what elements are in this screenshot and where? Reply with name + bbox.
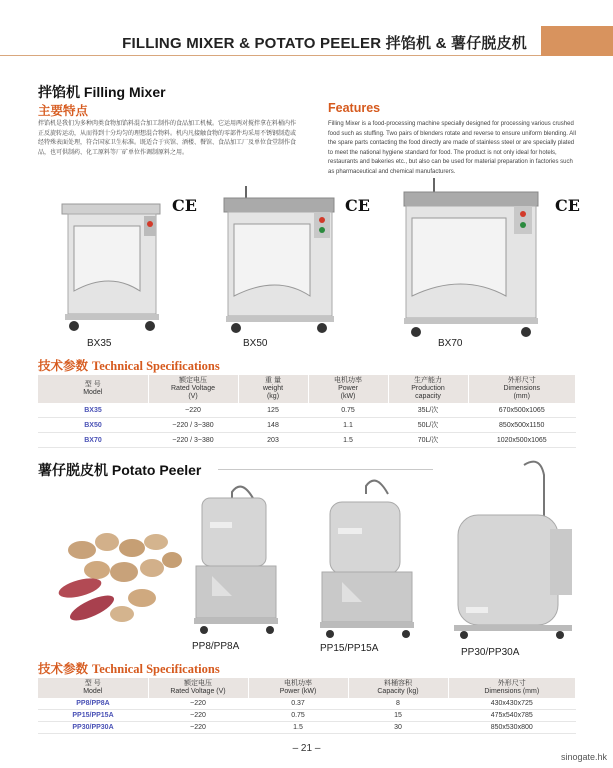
table-header-cell: 电机功率 Power (kW) <box>308 375 388 403</box>
table-cell: 850x500x1150 <box>468 418 576 433</box>
table-cell: 30 <box>348 722 448 734</box>
pp15-model-label: PP15/PP15A <box>320 643 379 654</box>
pp30-model-label: PP30/PP30A <box>461 647 520 658</box>
table-cell: 148 <box>238 418 308 433</box>
table-row <box>38 418 576 433</box>
table-cell: 670x500x1065 <box>468 403 576 418</box>
peeler-spec-header-row <box>38 678 576 698</box>
table-row <box>38 698 576 710</box>
features-cn-text: 拌馅机是我们为多种肉类食物加馅料混合加工制作的食品加工机械。它运用两对搅拌拿在料桶内作正反旋转运动，从而得到十分均匀的理想混合物料。机内凡接触食物的零部件均采用不锈钢制造或经特殊表面处理，符合国家卫生标准。既适合于宾馆、酒楼、餐馆、食品加工厂及单位食堂制作食品，也可供制药、化工原料等厂矿单位作调制原料之用。 <box>38 121 297 156</box>
table-cell: 475x540x785 <box>448 710 576 722</box>
pp8-model-label: PP8/PP8A <box>192 641 240 652</box>
table-cell: ~220 <box>148 698 248 710</box>
table-header-cell: 额定电压 Rated Voltage (V) <box>148 375 238 403</box>
peeler-spec-title-en: Technical Specifications <box>92 662 220 676</box>
bx50-machine-image <box>222 186 337 336</box>
mixer-spec-title-en: Technical Specifications <box>92 359 220 373</box>
table-row <box>38 722 576 734</box>
table-cell: BX50 <box>38 418 148 433</box>
pp15-machine-image <box>318 472 418 640</box>
table-cell: 0.75 <box>308 403 388 418</box>
watermark: sinogate.hk <box>560 752 607 762</box>
bx70-model-label: BX70 <box>438 338 463 349</box>
ce-mark-bx50: CE <box>345 196 370 215</box>
potatoes-image <box>52 520 192 630</box>
table-cell: 0.75 <box>248 710 348 722</box>
bx50-model-label: BX50 <box>243 338 268 349</box>
table-header-cell: 电机功率 Power (kW) <box>248 678 348 698</box>
table-cell: ~220 / 3~380 <box>148 418 238 433</box>
pp8-machine-image <box>192 478 282 638</box>
ce-mark-bx70: CE <box>555 196 580 215</box>
table-header-cell: 重 量 weight (kg) <box>238 375 308 403</box>
page-number: – 21 – <box>292 743 321 754</box>
table-cell: 35L/次 <box>388 403 468 418</box>
table-cell: 1.5 <box>308 433 388 448</box>
mixer-spec-table <box>38 375 576 448</box>
table-cell: 203 <box>238 433 308 448</box>
table-header-cell: 料桶容积 Capacity (kg) <box>348 678 448 698</box>
table-cell: BX35 <box>38 403 148 418</box>
table-row <box>38 710 576 722</box>
filling-mixer-title: 拌馅机 Filling Mixer <box>38 84 166 100</box>
table-cell: 125 <box>238 403 308 418</box>
features-cn-title: 主要特点 <box>38 104 89 118</box>
table-header-cell: 型 号 Model <box>38 375 148 403</box>
table-cell: PP30/PP30A <box>38 722 148 734</box>
table-cell: 1020x500x1065 <box>468 433 576 448</box>
mixer-spec-header-row <box>38 375 576 403</box>
pp30-machine-image <box>452 455 582 641</box>
page-header <box>0 26 613 56</box>
table-cell: ~220 <box>148 722 248 734</box>
table-header-cell: 外形尺寸 Dimensions (mm) <box>448 678 576 698</box>
table-cell: 1.5 <box>248 722 348 734</box>
table-cell: 50L/次 <box>388 418 468 433</box>
peeler-spec-title-cn: 技术参数 <box>38 662 89 676</box>
ce-mark-bx35: CE <box>172 196 197 215</box>
table-header-cell: 生产能力 Production capacity <box>388 375 468 403</box>
table-row <box>38 433 576 448</box>
table-cell: ~220 <box>148 403 238 418</box>
page-title: FILLING MIXER & POTATO PEELER 拌馅机 & 薯仔脱皮机 <box>122 35 527 52</box>
bx35-model-label: BX35 <box>87 338 112 349</box>
potato-peeler-title: 薯仔脱皮机 Potato Peeler <box>38 462 202 478</box>
bx35-machine-image <box>60 186 165 336</box>
table-cell: 1.1 <box>308 418 388 433</box>
bx70-machine-image <box>402 178 542 340</box>
table-row <box>38 403 576 418</box>
features-en-title: Features <box>328 101 381 115</box>
table-header-cell: 外形尺寸 Dimensions (mm) <box>468 375 576 403</box>
table-cell: ~220 / 3~380 <box>148 433 238 448</box>
table-cell: 0.37 <box>248 698 348 710</box>
table-cell: BX70 <box>38 433 148 448</box>
table-cell: 850x530x800 <box>448 722 576 734</box>
peeler-spec-table <box>38 678 576 734</box>
section-divider <box>218 469 433 470</box>
table-header-cell: 额定电压 Rated Voltage (V) <box>148 678 248 698</box>
table-cell: 70L/次 <box>388 433 468 448</box>
mixer-spec-title-cn: 技术参数 <box>38 359 89 373</box>
table-cell: 430x430x725 <box>448 698 576 710</box>
table-cell: 15 <box>348 710 448 722</box>
header-accent-block <box>541 26 613 56</box>
peeler-spec-title <box>38 659 220 678</box>
table-cell: PP15/PP15A <box>38 710 148 722</box>
table-cell: PP8/PP8A <box>38 698 148 710</box>
features-en-text: Filling Mixer is a food-processing machine specially designed for processing various crushed food such as stuffing. Two pairs of blenders rotate and reverse to ensure uniform blending. All the spare parts contacting the food directly are made of stainless steel or are specially plated to meet the national hygiene standard for food. The product is not only ideal for hotels, restaurants and bakeries etc., but also can be used for material preparation in factories such as pharmaceutical and chemical manufacturers. <box>328 121 576 175</box>
table-cell: 8 <box>348 698 448 710</box>
mixer-spec-title <box>38 356 220 375</box>
table-header-cell: 型 号 Model <box>38 678 148 698</box>
table-cell: ~220 <box>148 710 248 722</box>
